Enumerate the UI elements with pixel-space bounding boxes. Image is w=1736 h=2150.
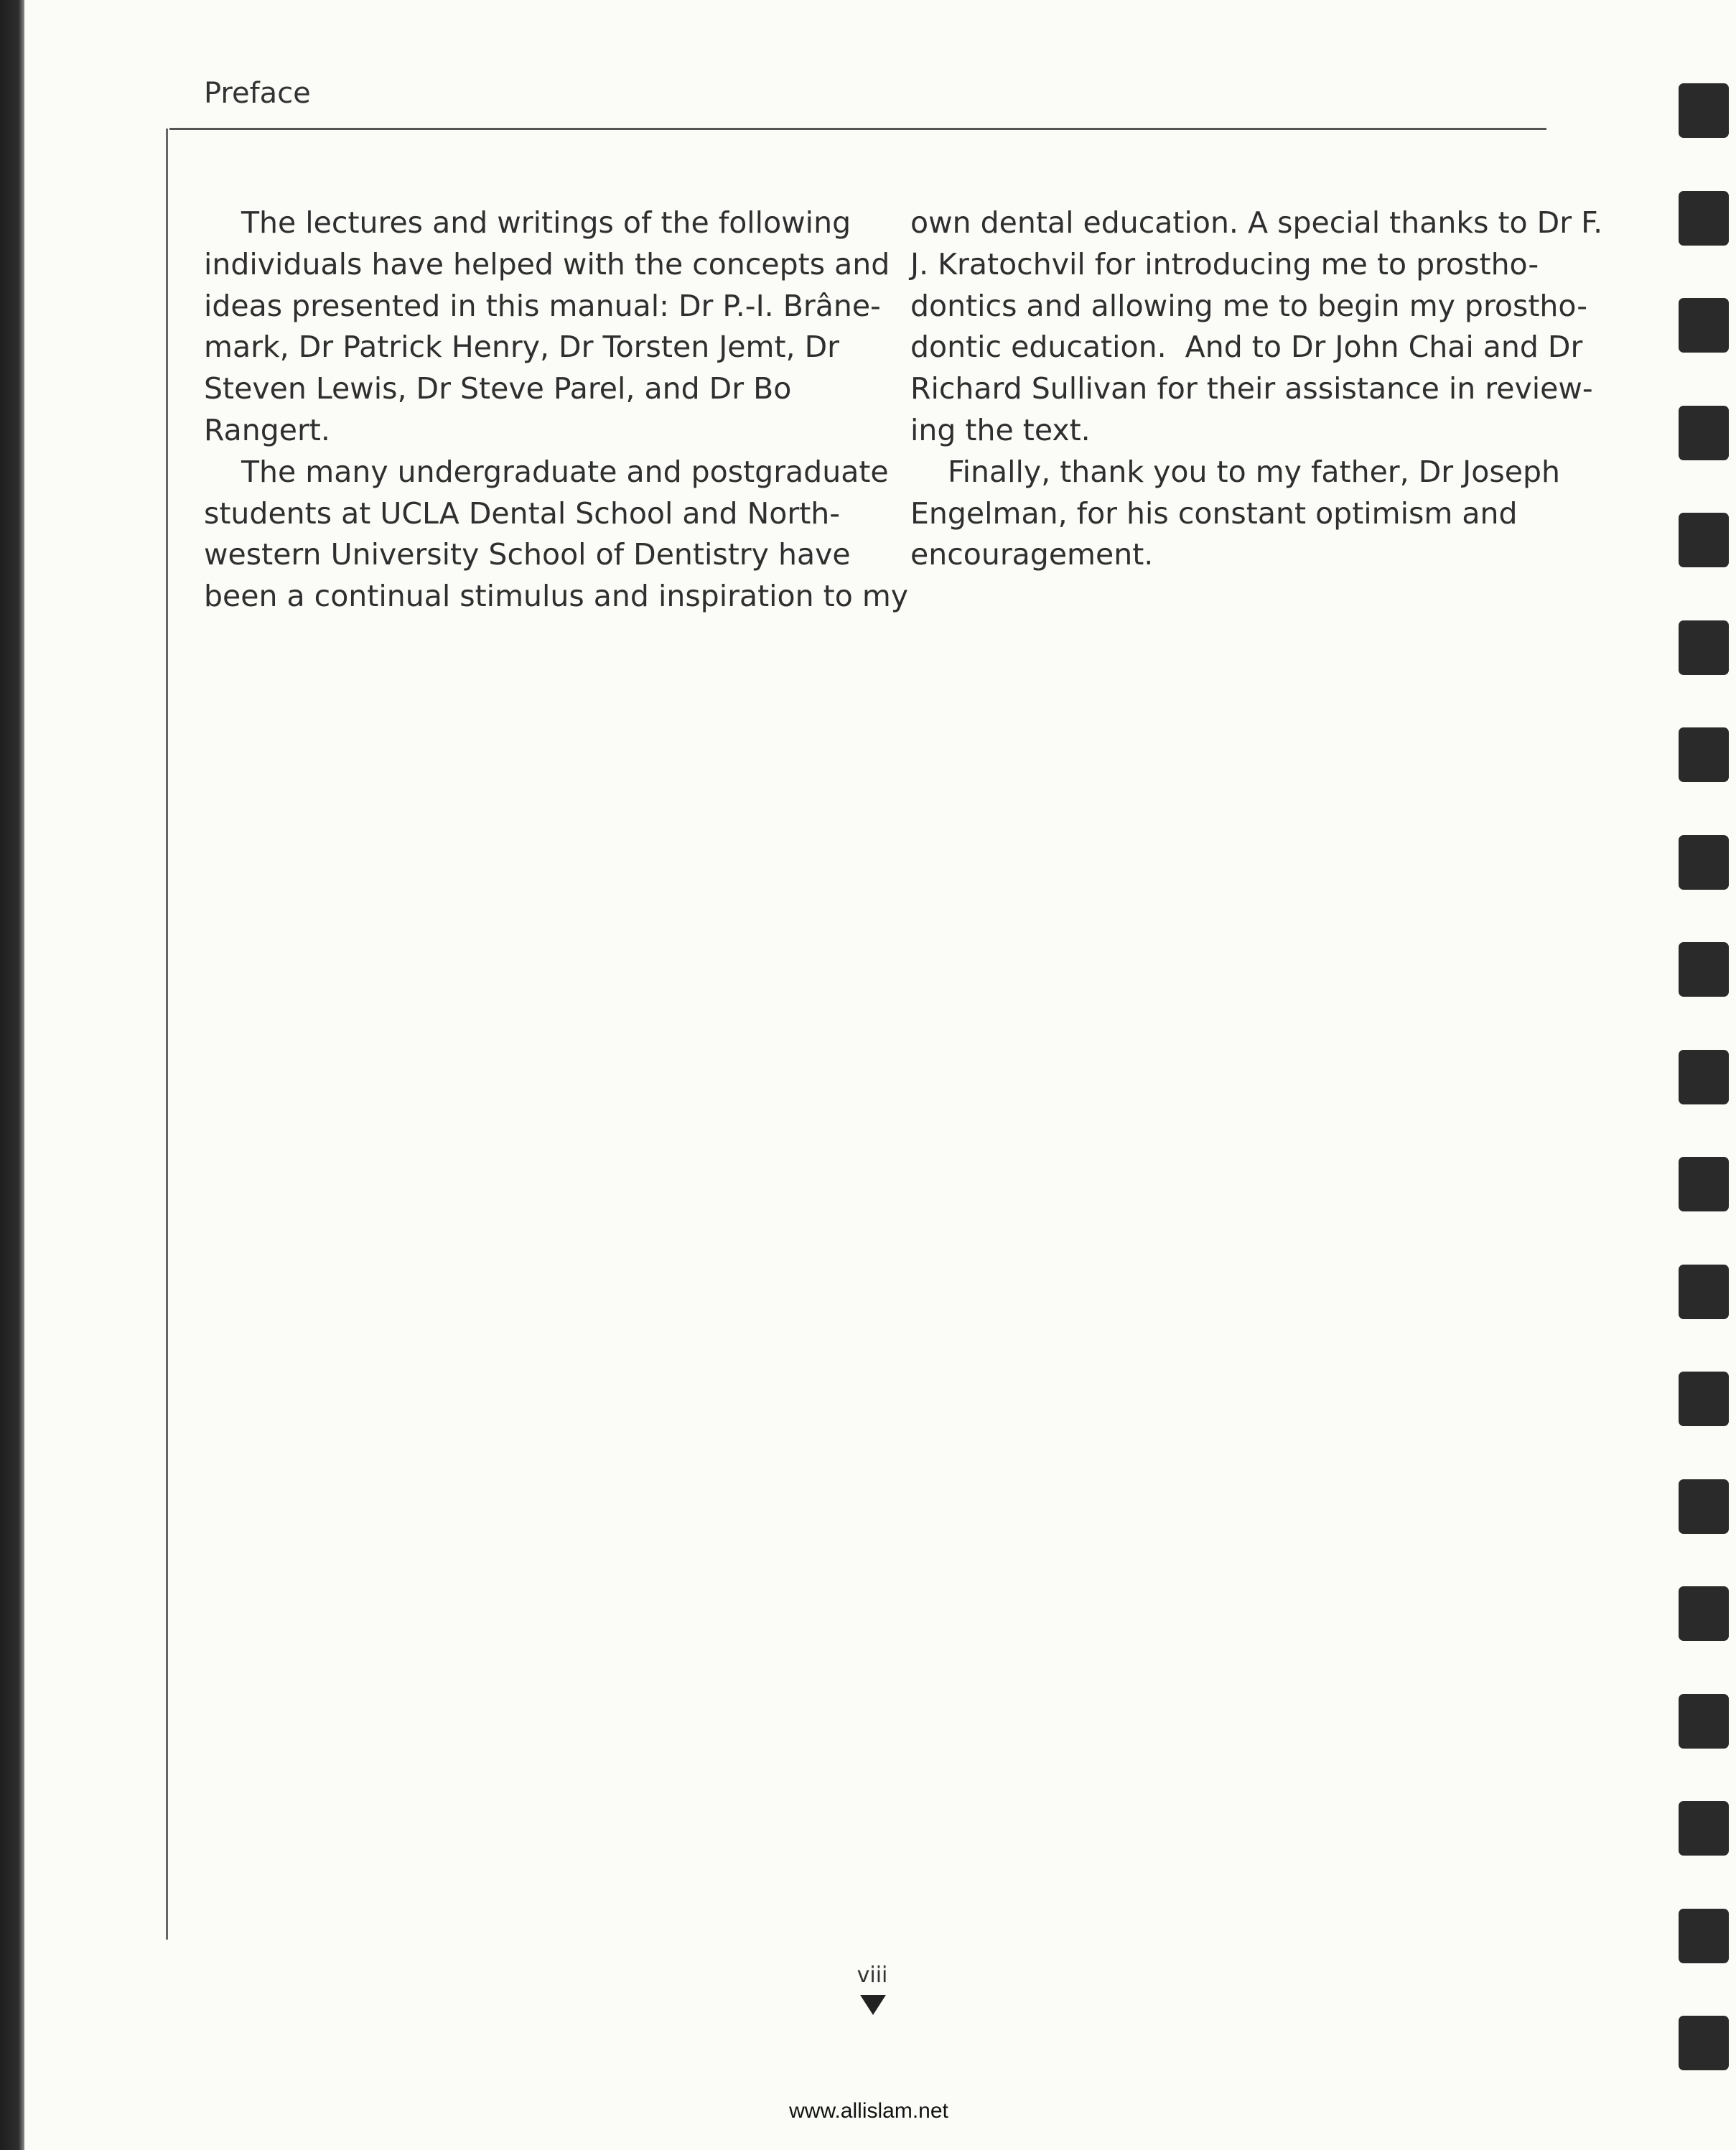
punch-hole xyxy=(1679,835,1729,890)
footer-url: www.allislam.net xyxy=(789,2099,948,2123)
punch-hole xyxy=(1679,1801,1729,1856)
text-line: Finally, thank you to my father, Dr Joseph xyxy=(948,454,1560,489)
margin-rule xyxy=(166,129,168,1940)
punch-hole xyxy=(1679,298,1729,353)
text-line: Engelman, for his constant optimism and xyxy=(910,495,1518,531)
punch-hole xyxy=(1679,1157,1729,1211)
punch-hole xyxy=(1679,1265,1729,1319)
text-line: Rangert. xyxy=(204,412,330,447)
text-line: Steven Lewis, Dr Steve Parel, and Dr Bo xyxy=(204,371,792,406)
text-line: western University School of Dentistry have xyxy=(204,537,851,572)
punch-hole xyxy=(1679,1909,1729,1963)
text-column-right xyxy=(910,203,1603,576)
punch-hole xyxy=(1679,1372,1729,1426)
punch-hole xyxy=(1679,513,1729,567)
punch-hole xyxy=(1679,1050,1729,1104)
text-line: ing the text. xyxy=(910,412,1091,447)
punch-hole xyxy=(1679,1586,1729,1641)
punch-hole xyxy=(1679,406,1729,460)
punch-hole xyxy=(1679,620,1729,675)
running-header: Preface xyxy=(204,77,311,110)
punch-hole xyxy=(1679,2016,1729,2070)
text-line: Richard Sullivan for their assistance in review- xyxy=(910,371,1593,406)
punch-hole xyxy=(1679,1694,1729,1749)
punch-hole xyxy=(1679,83,1729,138)
text-line: dontic education. And to Dr John Chai and Dr xyxy=(910,330,1583,365)
text-line: The lectures and writings of the following xyxy=(241,205,851,240)
punch-hole xyxy=(1679,191,1729,246)
down-triangle-icon xyxy=(860,1995,886,2015)
text-line: ideas presented in this manual: Dr P.-I. Brâne- xyxy=(204,288,881,323)
page-number: viii xyxy=(857,1963,888,1988)
text-line: encouragement. xyxy=(910,537,1154,572)
header-rule xyxy=(169,128,1546,130)
text-column-left xyxy=(204,203,909,618)
binding-edge xyxy=(0,0,24,2150)
text-line: been a continual stimulus and inspiration to my xyxy=(204,579,909,614)
text-line: own dental education. A special thanks to Dr F. xyxy=(910,205,1603,240)
text-line: The many undergraduate and postgraduate xyxy=(241,454,889,489)
text-line: individuals have helped with the concepts and xyxy=(204,246,890,281)
text-line: dontics and allowing me to begin my prostho- xyxy=(910,288,1588,323)
text-line: J. Kratochvil for introducing me to prostho- xyxy=(910,246,1539,281)
punch-hole xyxy=(1679,942,1729,997)
punch-hole xyxy=(1679,727,1729,782)
punch-hole xyxy=(1679,1479,1729,1534)
text-line: mark, Dr Patrick Henry, Dr Torsten Jemt, Dr xyxy=(204,330,840,365)
text-line: students at UCLA Dental School and North- xyxy=(204,495,841,531)
